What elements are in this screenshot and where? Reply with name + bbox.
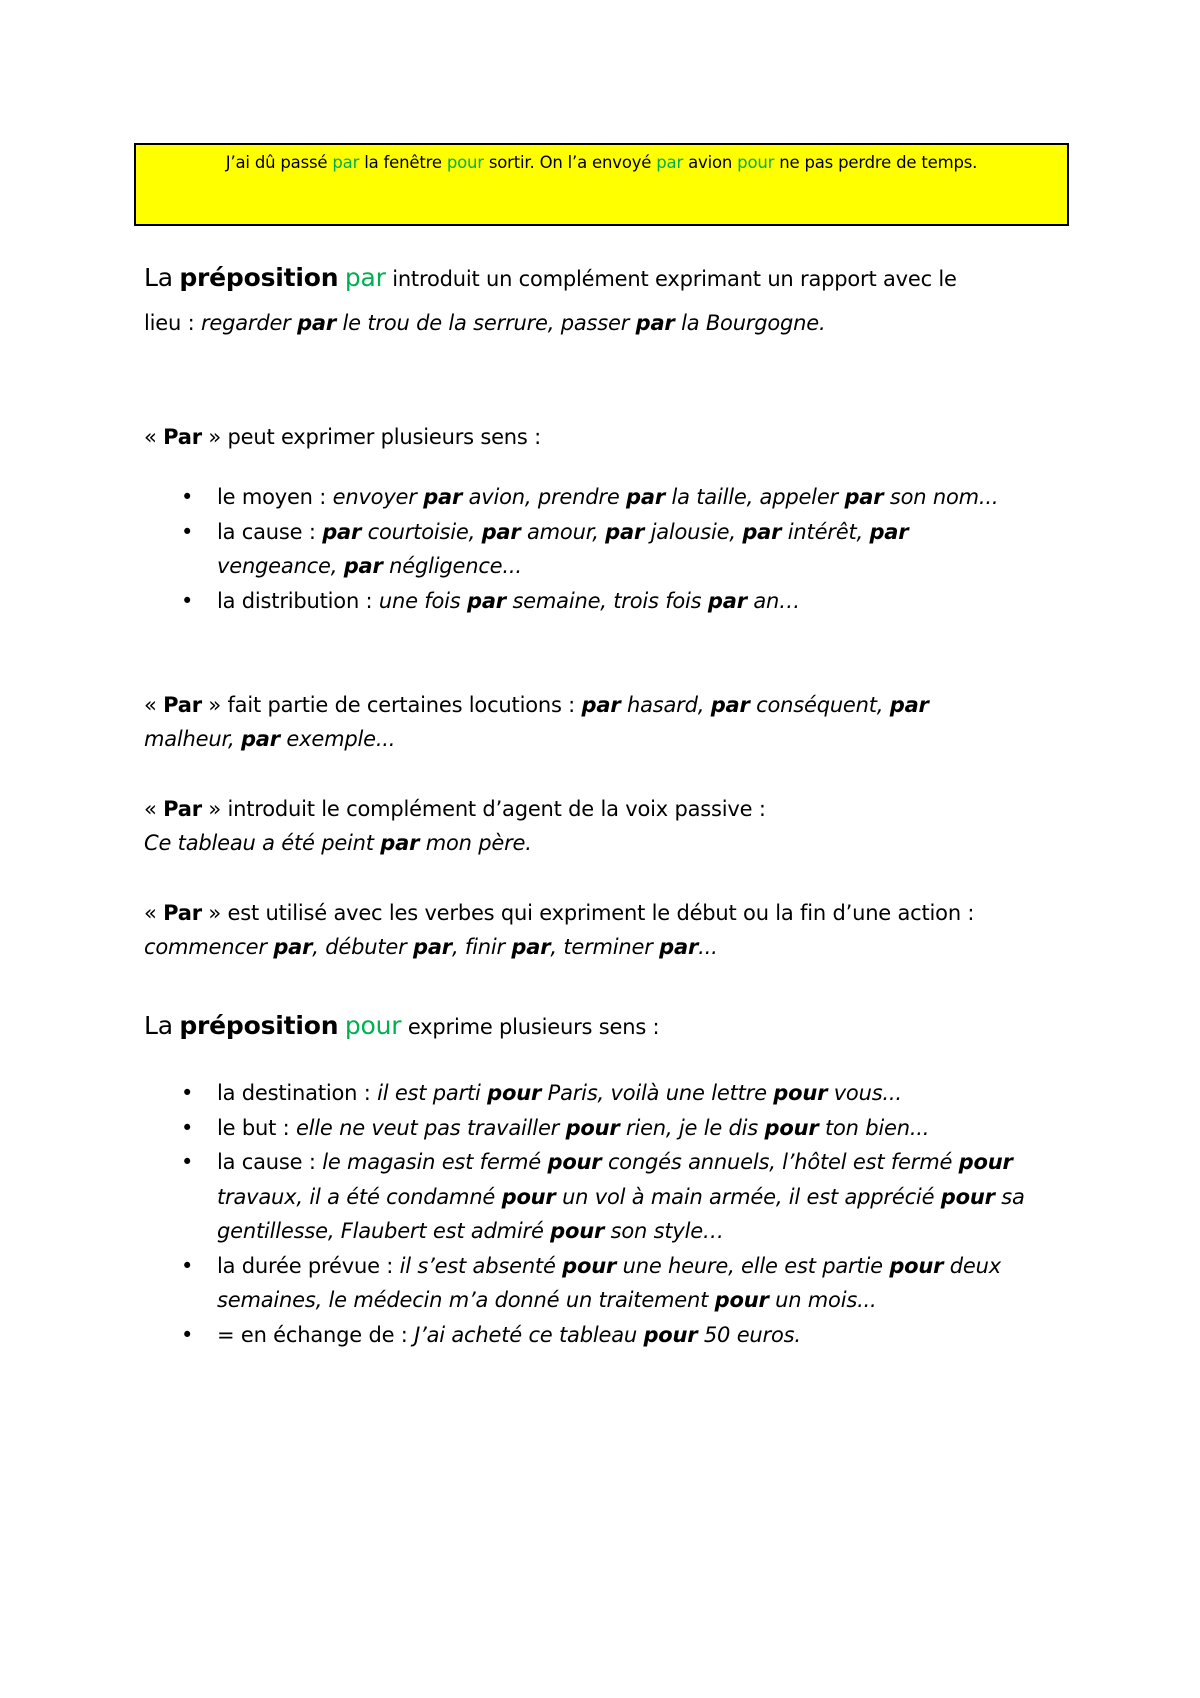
keyword: pour [565,1115,620,1140]
text: fait partie de certaines locutions : [221,693,582,717]
text: rien, je le dis [619,1115,765,1140]
text: il s’est absenté [399,1253,563,1278]
keyword: par [710,693,750,717]
example-box [134,143,1069,226]
heading-rest: exprime plusieurs sens : [407,1015,660,1039]
quote-open: « [144,797,164,821]
example-keyword: pour [737,153,775,172]
heading-rest: introduit un complément exprimant un rapport avec le [392,267,957,291]
example-seg: avion [683,153,738,172]
text: négligence... [382,554,522,578]
keyword: par [380,831,420,855]
text: avion, prendre [462,485,627,509]
keyword: pour [889,1253,944,1278]
keyword: Par [163,693,202,717]
keyword: par [635,311,675,335]
item-label: la destination : [217,1081,378,1105]
text: lieu : [144,311,201,335]
quote-open: « [144,693,164,717]
par-locutions [144,688,1024,756]
quote-close: » [201,901,222,925]
example-seg: la fenêtre [359,153,447,172]
item-label: le moyen : [217,485,333,509]
text: son nom... [883,485,999,509]
list-item [144,1076,1074,1111]
text: an… [746,588,800,613]
keyword: par [889,693,929,717]
item-label: la distribution : [217,588,379,613]
text: une fois [378,588,467,613]
quote-close: » [201,693,222,717]
text: une heure, elle est partie [616,1253,890,1278]
list-item [144,1249,1074,1318]
text: ... [698,935,718,959]
text: deux semaines, le médecin m’a donné un traitement [217,1253,1001,1312]
text: conséquent, [749,693,890,717]
text: introduit le complément d’agent de la voix passive : [221,797,766,821]
list-item [144,1145,1074,1249]
keyword: pour [714,1288,769,1312]
item-label: la durée prévue : [217,1253,400,1278]
list-item [144,1318,1074,1353]
text: travaux, il a été condamné [217,1184,502,1209]
list-item [144,584,1024,619]
keyword: par [844,485,884,509]
quote-open: « [144,425,164,449]
par-agent [144,792,1084,860]
heading-bold: préposition [179,263,339,292]
quote-open: « [144,901,164,925]
quote-close: » [201,425,222,449]
text: un mois... [768,1288,877,1312]
keyword: pour [764,1115,819,1140]
text: amour, [520,519,606,544]
keyword: pour [940,1184,995,1209]
keyword: par [511,935,551,959]
heading-keyword-pour: pour [344,1011,402,1040]
heading-bold: préposition [179,1011,339,1040]
text: le trou de la serrure, passer [336,311,636,335]
keyword: par [626,485,665,509]
text: vengeance, [217,554,344,578]
text: exemple... [279,727,396,751]
keyword: par [742,519,782,544]
par-meanings-list [144,480,1024,618]
keyword: par [605,519,645,544]
keyword: pour [547,1150,602,1174]
keyword: pour [958,1150,1013,1174]
quote-close: » [201,797,222,821]
heading-prefix: La [144,1011,173,1040]
example-keyword: par [656,153,684,172]
keyword: pour [487,1081,542,1105]
keyword: par [413,935,452,959]
keyword: Par [163,425,202,449]
par-intro [144,420,1084,454]
text: , finir [451,935,512,959]
text: sa gentillesse, Flaubert est admiré [217,1184,1025,1243]
text: Paris, voilà une lettre [541,1081,774,1105]
text: envoyer [332,485,424,509]
par-verbs [144,896,1084,964]
text: intérêt, [781,519,870,544]
text: commencer [144,935,274,959]
keyword: Par [163,797,202,821]
item-label: la cause : [217,519,323,544]
text: un vol à main armée, il est apprécié [555,1184,941,1209]
text: vous... [827,1081,902,1105]
keyword: par [707,588,747,613]
example-seg: J’ai dû passé [225,153,333,172]
text: courtoisie, [361,519,482,544]
text: , débuter [312,935,413,959]
text: hasard, [620,693,711,717]
text: peut exprimer plusieurs sens : [221,425,542,449]
text: jalousie, [644,519,743,544]
example-seg: sortir. On l’a envoyé [483,153,657,172]
text: 50 euros. [697,1322,801,1347]
text: malheur, [144,727,241,751]
example-keyword: par [332,153,360,172]
text: est utilisé avec les verbes qui expriment le début ou la fin d’une action : [221,901,975,925]
keyword: pour [773,1081,828,1105]
list-item [144,515,1024,584]
keyword: par [273,935,313,959]
text: regarder [200,311,298,335]
example-keyword: pour [446,153,484,172]
text: J’ai acheté ce tableau [414,1322,644,1347]
text: ton bien... [818,1115,930,1140]
keyword: par [659,935,699,959]
pour-meanings-list [144,1076,1074,1352]
keyword: par [297,311,337,335]
keyword: par [481,519,521,544]
keyword: par [423,485,463,509]
text: semaine, trois fois [505,588,708,613]
text: elle ne veut pas travailler [295,1115,566,1140]
text: Ce tableau a été peint [144,831,381,855]
par-definition [144,256,1084,345]
keyword: par [240,727,280,751]
text: il est parti [377,1081,488,1105]
text: congés annuels, l’hôtel est fermé [601,1150,959,1174]
keyword: pour [643,1322,698,1347]
keyword: pour [550,1219,605,1243]
text: , terminer [550,935,660,959]
keyword: par [581,693,621,717]
text: mon père. [419,831,532,855]
item-label: le but : [217,1115,296,1140]
keyword: pour [501,1184,556,1209]
item-label: = en échange de : [217,1322,415,1347]
text: la Bourgogne. [674,311,826,335]
keyword: par [343,554,383,578]
list-item [144,480,1024,515]
text: la taille, appeler [665,485,845,509]
list-item [144,1111,1074,1146]
keyword: Par [163,901,202,925]
text: son style… [604,1219,724,1243]
heading-keyword-par: par [344,263,386,292]
text: le magasin est fermé [322,1150,548,1174]
heading-prefix: La [144,263,173,292]
item-label: la cause : [217,1150,323,1174]
keyword: pour [562,1253,617,1278]
keyword: par [322,519,362,544]
example-seg: ne pas perdre de temps. [774,153,978,172]
keyword: par [467,588,506,613]
keyword: par [869,519,909,544]
pour-heading [144,1004,1084,1049]
